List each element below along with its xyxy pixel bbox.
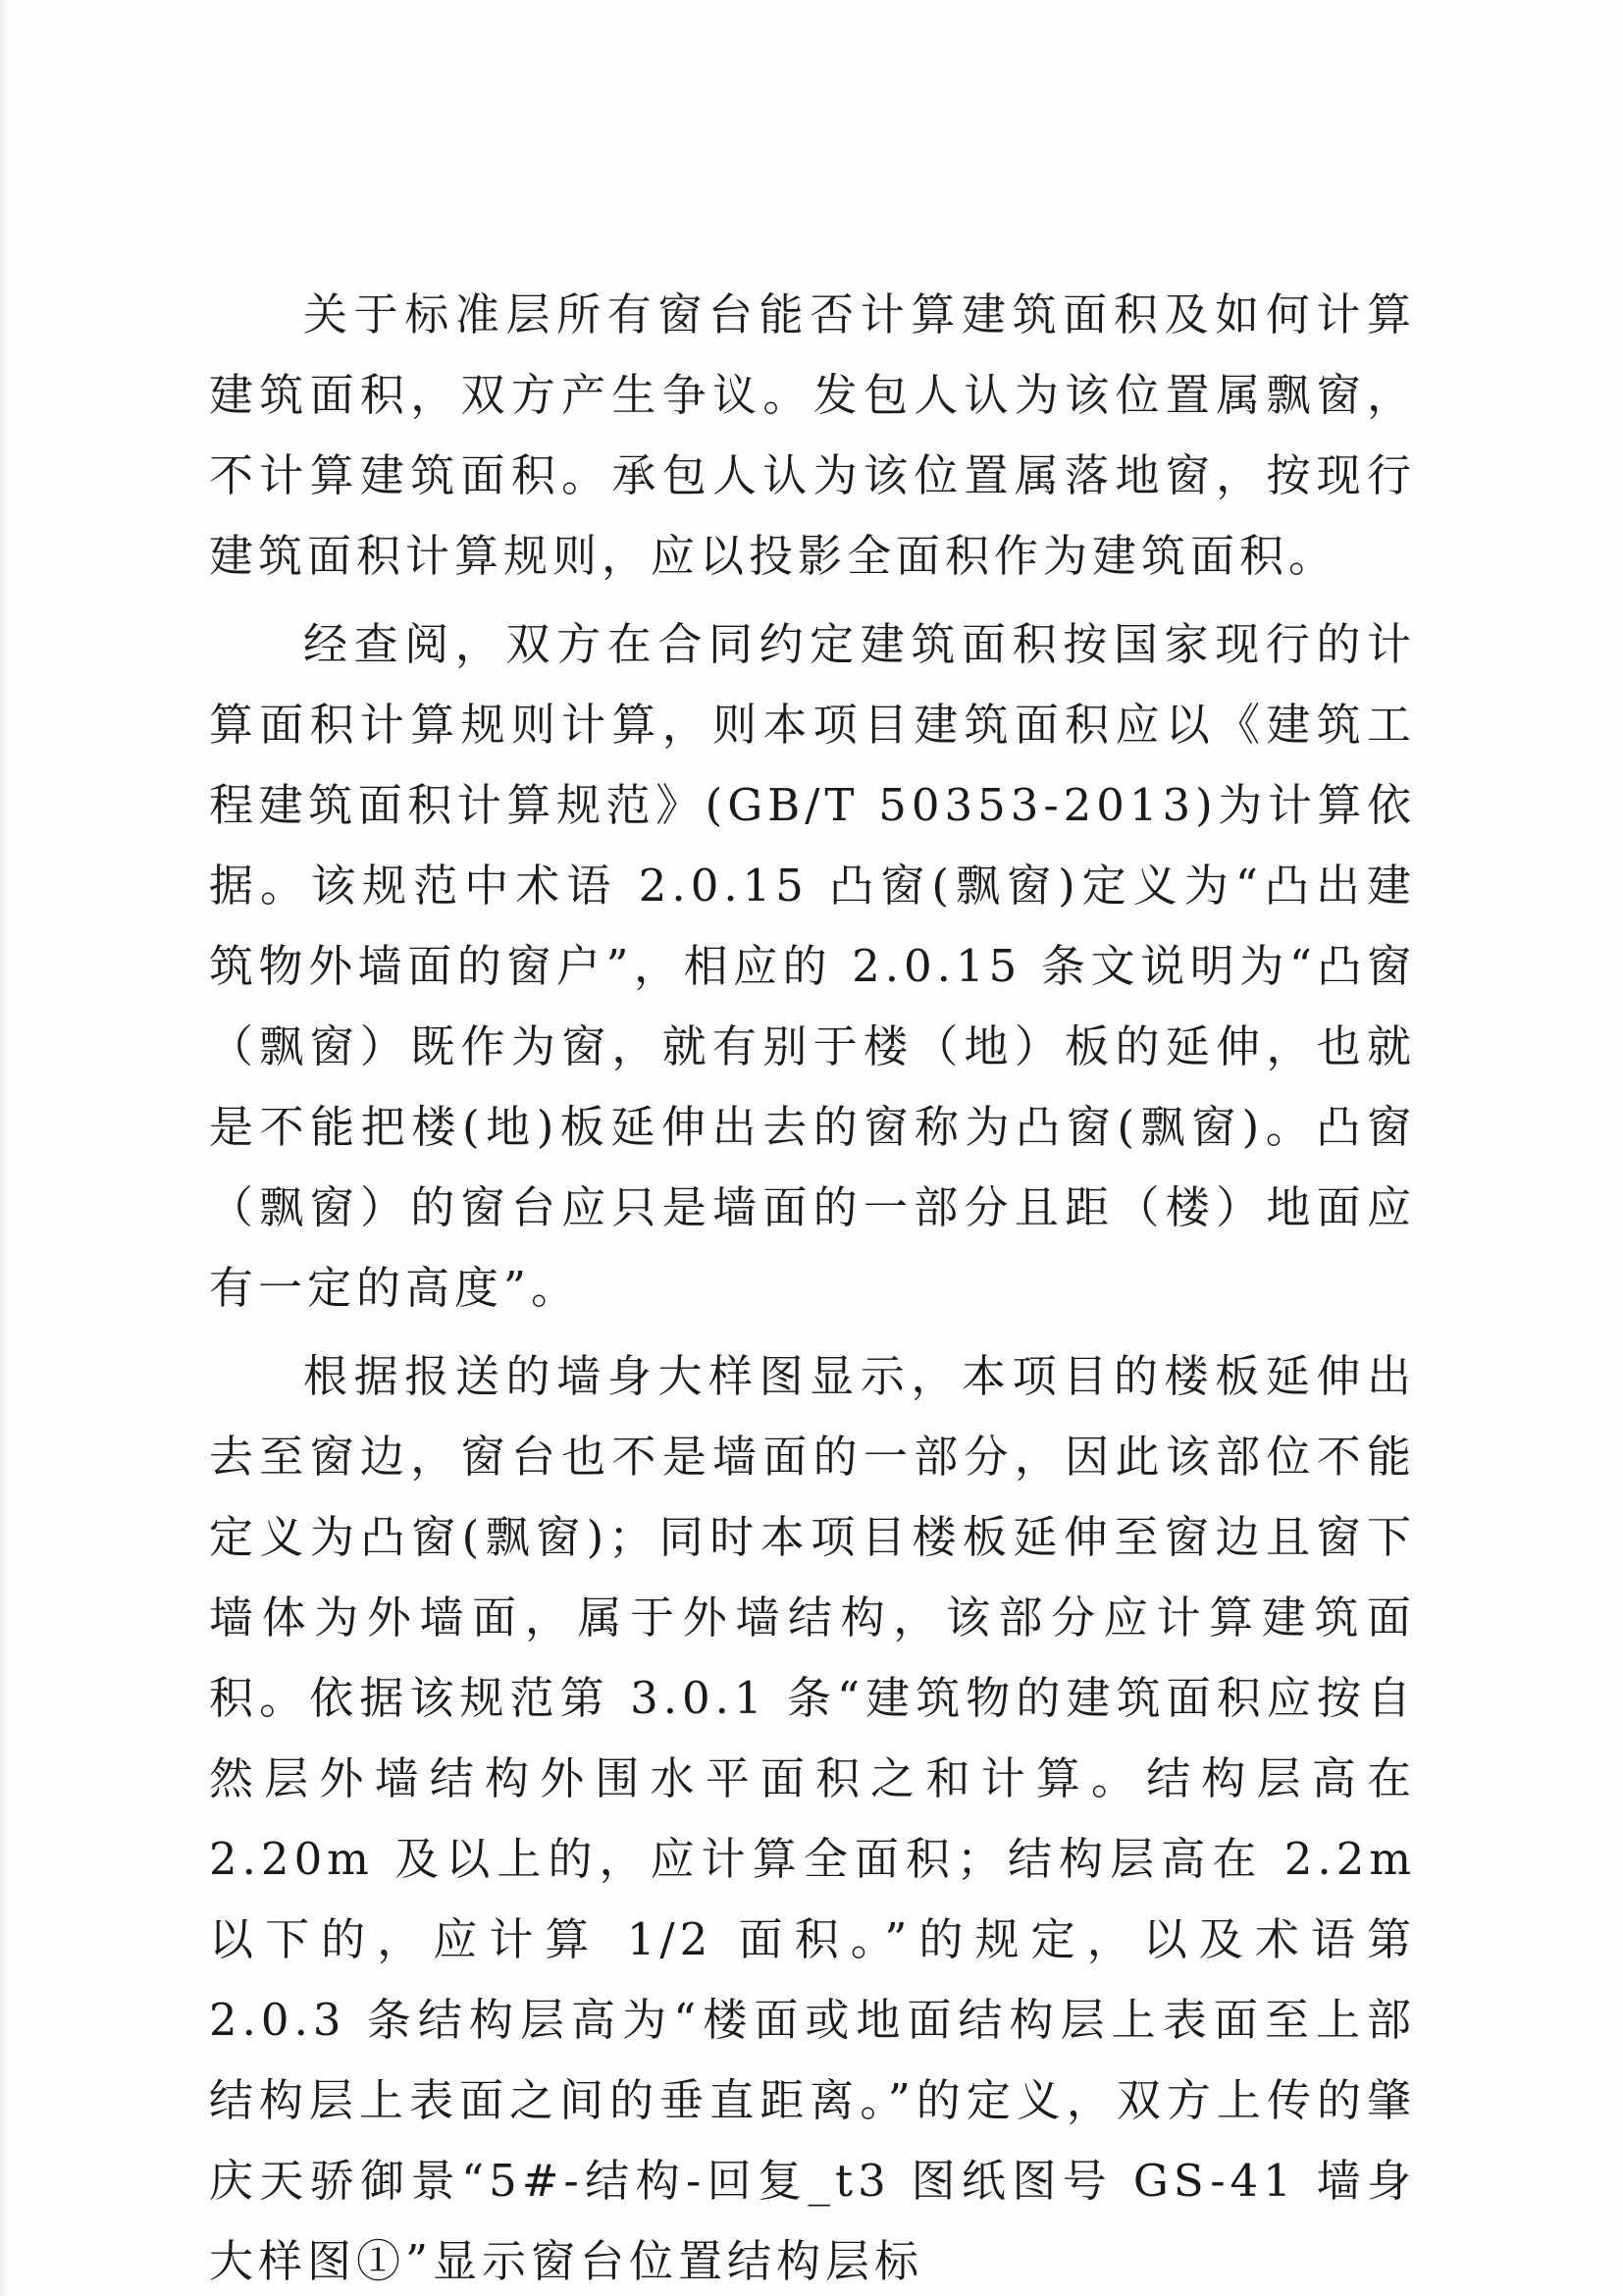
paragraph-contract-review: 经查阅，双方在合同约定建筑面积按国家现行的计算面积计算规则计算，则本项目建筑面积应以《建筑工程建筑面积计算规范》(GB/T 50353-2013)为计算依据。该规范中术语 2.0.15 凸窗(飘窗)定义为“凸出建筑物外墙面的窗户”，相应的 2.0.15 条文说明为“凸窗（飘窗）既作为窗，就有别于楼（地）板的延伸，也就是不能把楼(地)板延伸出去的窗称为凸窗(飘窗)。凸窗（飘窗）的窗台应只是墙面的一部分且距（楼）地面应有一定的高度”。 — [209, 618, 1416, 1314]
paragraph-dispute: 关于标准层所有窗台能否计算建筑面积及如何计算建筑面积，双方产生争议。发包人认为该位置属飘窗，不计算建筑面积。承包人认为该位置属落地窗，按现行建筑面积计算规则，应以投影全面积作为建筑面积。 — [209, 288, 1416, 582]
paragraph-wall-detail-analysis: 根据报送的墙身大样图显示，本项目的楼板延伸出去至窗边，窗台也不是墙面的一部分，因此该部位不能定义为凸窗(飘窗)；同时本项目楼板延伸至窗边且窗下墙体为外墙面，属于外墙结构，该部分应计算建筑面积。依据该规范第 3.0.1 条“建筑物的建筑面积应按自然层外墙结构外围水平面积之和计算。结构层高在 2.20m 及以上的，应计算全面积；结构层高在 2.2m 以下的，应计算 1/2 面积。”的规定，以及术语第 2.0.3 条结构层高为“楼面或地面结构层上表面至上部结构层上表面之间的垂直距离。”的定义，双方上传的肇庆天骄御景“5#-结构-回复_t3 图纸图号 GS-41 墙身大样图①”显示窗台位置结构层标 — [209, 1350, 1416, 2287]
document-body — [209, 275, 1416, 2296]
scan-edge-shadow — [0, 0, 8, 2296]
